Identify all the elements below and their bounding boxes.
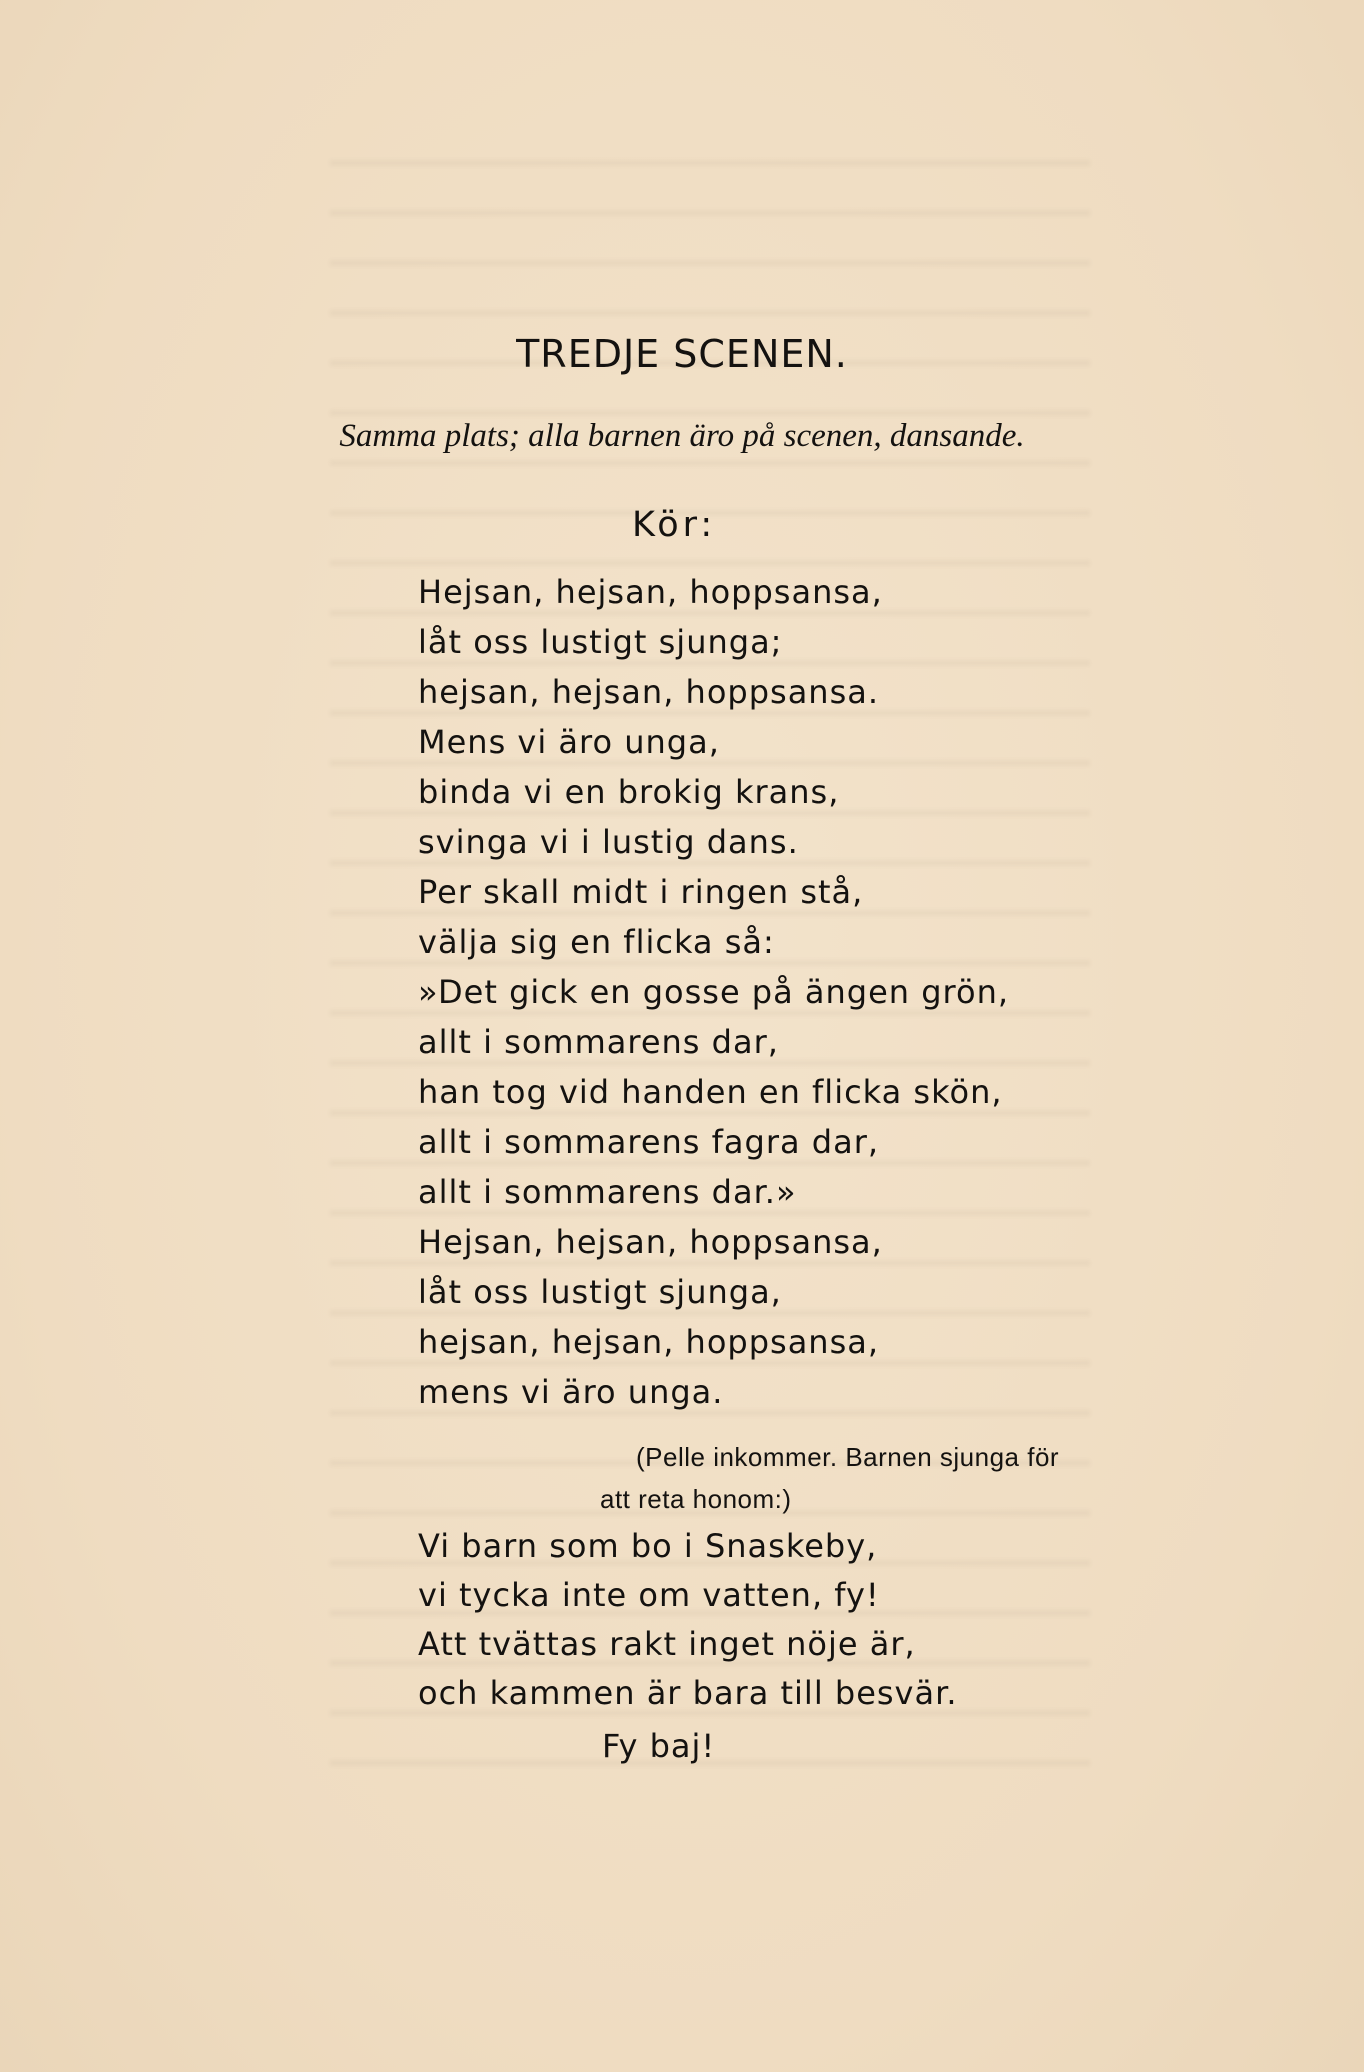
verse-line: Per skall midt i ringen stå, [418, 873, 864, 911]
verse-line: låt oss lustigt sjunga; [418, 623, 783, 661]
chorus-label: Kör: [632, 505, 717, 545]
verse-line: hejsan, hejsan, hoppsansa, [418, 1323, 880, 1361]
verse-line: Att tvättas rakt inget nöje är, [418, 1625, 916, 1663]
verse-line: allt i sommarens dar.» [418, 1173, 797, 1211]
verse-line: välja sig en flicka så: [418, 923, 775, 961]
verse-line: Hejsan, hejsan, hoppsansa, [418, 1223, 883, 1261]
verse-line: och kammen är bara till besvär. [418, 1674, 958, 1712]
song-verse-1 [418, 567, 1178, 1417]
verse-line: svinga vi i lustig dans. [418, 823, 799, 861]
verse-line: hejsan, hejsan, hoppsansa. [418, 673, 880, 711]
verse-line: låt oss lustigt sjunga, [418, 1273, 782, 1311]
scene-title: TREDJE SCENEN. [516, 332, 848, 376]
verse-line: han tog vid handen en flicka skön, [418, 1073, 1003, 1111]
verse-ending: Fy baj! [602, 1727, 716, 1765]
verse-line: allt i sommarens fagra dar, [418, 1123, 880, 1161]
verse-line: mens vi äro unga. [418, 1373, 724, 1411]
direction-line-2: att reta honom:) [600, 1484, 792, 1514]
verse-line: vi tycka inte om vatten, fy! [418, 1576, 880, 1614]
verse-line: Vi barn som bo i Snaskeby, [418, 1527, 878, 1565]
verse-line: »Det gick en gosse på ängen grön, [418, 973, 1010, 1011]
verse-line: allt i sommarens dar, [418, 1023, 779, 1061]
direction-line-1: (Pelle inkommer. Barnen sjunga för [636, 1442, 1060, 1472]
stage-direction-pelle [600, 1436, 1060, 1520]
verse-line: Hejsan, hejsan, hoppsansa, [418, 573, 883, 611]
verse-line: Mens vi äro unga, [418, 723, 720, 761]
stage-direction: Samma plats; alla barnen äro på scenen, dansande. [339, 418, 1025, 454]
verse-line: binda vi en brokig krans, [418, 773, 840, 811]
song-verse-2 [418, 1522, 1118, 1718]
